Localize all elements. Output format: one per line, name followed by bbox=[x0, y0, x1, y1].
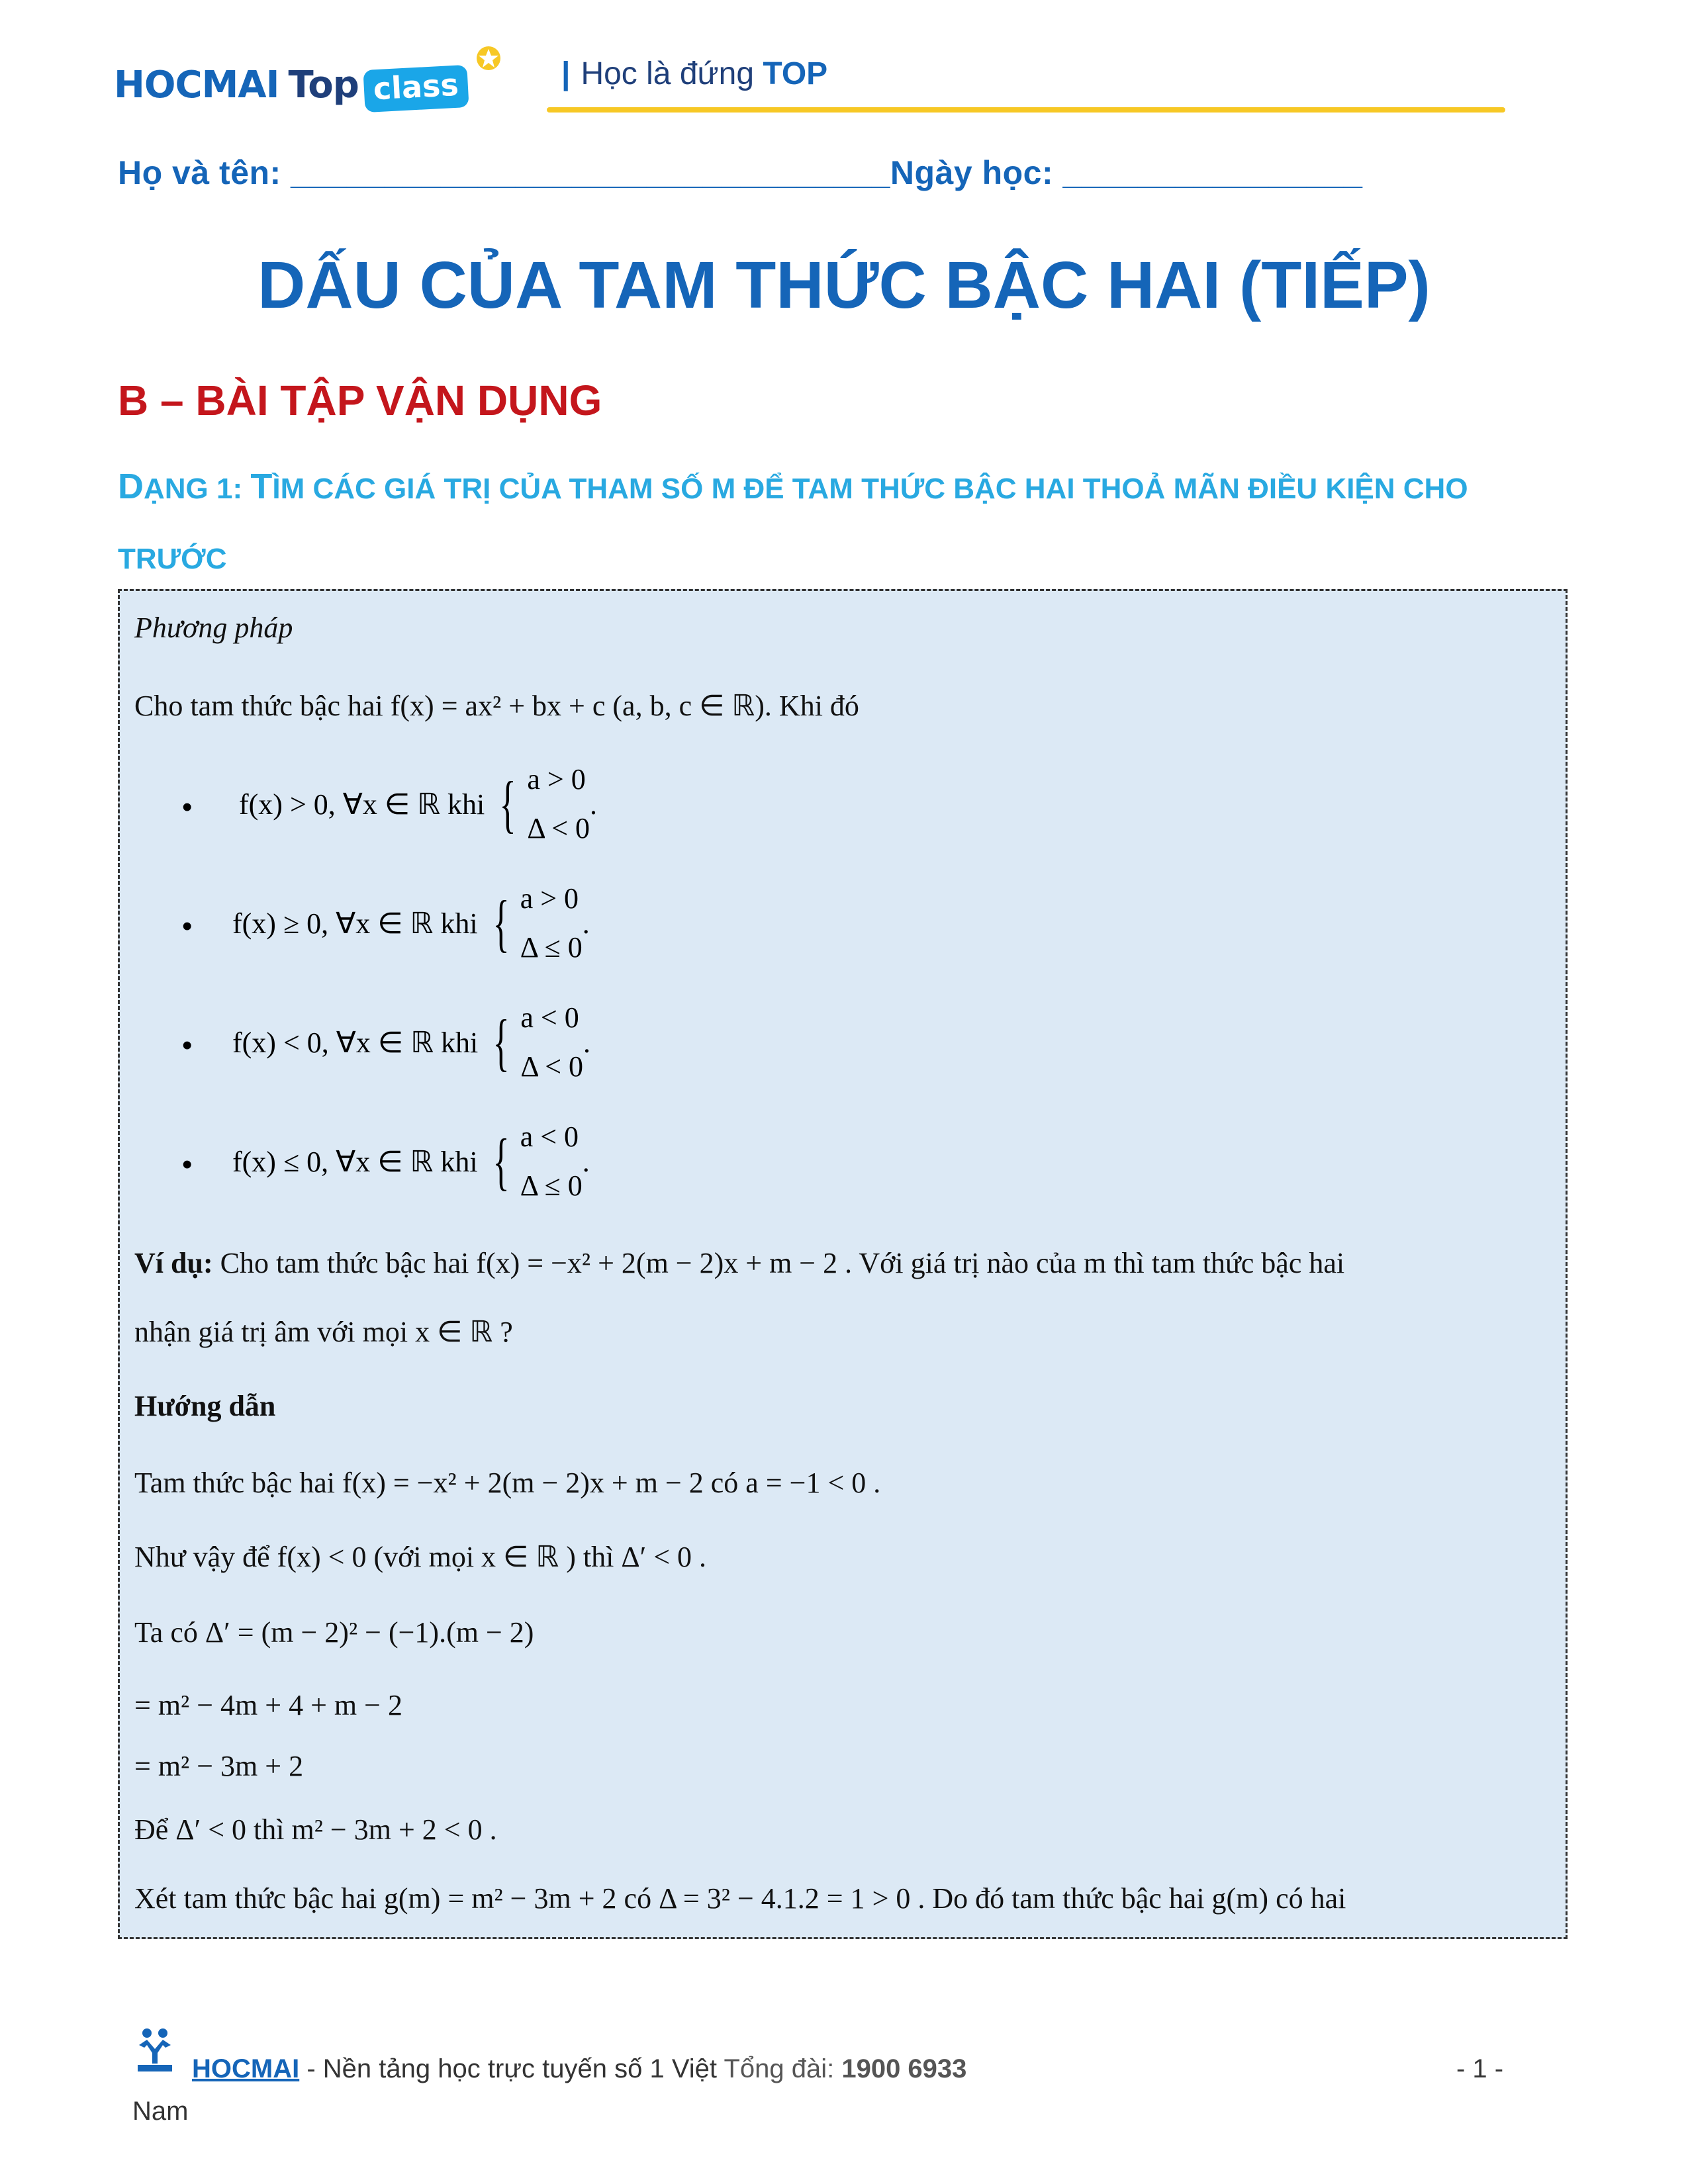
footer-hotline-label: Tổng đài: bbox=[724, 2054, 842, 2083]
condition-3 bbox=[232, 993, 590, 1091]
condition-2 bbox=[232, 874, 590, 972]
method-intro: Cho tam thức bậc hai f(x) = ax² + bx + c (a, b, c ∈ ℝ). Khi đó bbox=[134, 690, 859, 722]
hocmai-footer-icon bbox=[135, 2026, 175, 2073]
guide-heading: Hướng dẫn bbox=[134, 1390, 276, 1422]
page-title: DẤU CỦA TAM THỨC BẬC HAI (TIẾP) bbox=[258, 248, 1430, 322]
condition-4-end: . bbox=[582, 1145, 590, 1178]
footer-hotline: 1900 6933 bbox=[841, 2054, 967, 2083]
condition-2-top: a > 0 bbox=[520, 882, 579, 915]
dang-initial-2: T bbox=[250, 467, 273, 506]
condition-2-end: . bbox=[582, 907, 590, 940]
condition-1-top: a > 0 bbox=[527, 763, 586, 796]
tagline-top: TOP bbox=[763, 56, 828, 91]
condition-4 bbox=[232, 1113, 590, 1210]
example-line-2: nhận giá trị âm với mọi x ∈ ℝ ? bbox=[134, 1316, 513, 1348]
example-label: Ví dụ: bbox=[134, 1247, 213, 1279]
hocmai-topclass-logo bbox=[114, 58, 468, 111]
page-number: - 1 - bbox=[1456, 2054, 1504, 2083]
logo-hocmai-text: HOCMAI bbox=[114, 63, 279, 107]
method-box bbox=[118, 589, 1568, 1939]
brace-icon: { bbox=[492, 1007, 510, 1077]
solution-line: Xét tam thức bậc hai g(m) = m² − 3m + 2 có Δ = 3² − 4.1.2 = 1 > 0 . Do đó tam thức bậc hai g(m) có hai bbox=[134, 1882, 1346, 1915]
condition-3-end: . bbox=[583, 1026, 591, 1059]
tagline-separator: | bbox=[561, 56, 571, 91]
solution-line: = m² − 4m + 4 + m − 2 bbox=[134, 1689, 402, 1721]
bullet-dot: • bbox=[182, 1148, 193, 1181]
condition-4-lhs: f(x) ≤ 0, ∀x ∈ ℝ khi bbox=[232, 1145, 478, 1178]
condition-1-bottom: Δ < 0 bbox=[527, 812, 590, 844]
logo-class-badge: class bbox=[363, 65, 469, 113]
condition-2-bottom: Δ ≤ 0 bbox=[520, 931, 583, 964]
footer-continuation: Nam bbox=[132, 2097, 189, 2126]
condition-3-lhs: f(x) < 0, ∀x ∈ ℝ khi bbox=[232, 1026, 479, 1059]
condition-3-bottom: Δ < 0 bbox=[520, 1050, 584, 1083]
header-divider bbox=[547, 107, 1505, 113]
example-line-1 bbox=[134, 1246, 1344, 1280]
dang-text-2: ÌM CÁC GIÁ TRỊ CỦA THAM SỐ M ĐỂ TAM THỨC BẬC HAI THOẢ MÃN ĐIỀU KIỆN CHO TRƯỚC bbox=[118, 473, 1468, 575]
section-heading: B – BÀI TẬP VẬN DỤNG bbox=[118, 377, 602, 424]
solution-line: Tam thức bậc hai f(x) = −x² + 2(m − 2)x + m − 2 có a = −1 < 0 . bbox=[134, 1467, 881, 1499]
solution-line: = m² − 3m + 2 bbox=[134, 1750, 304, 1782]
condition-1-end: . bbox=[590, 788, 598, 821]
condition-4-top: a < 0 bbox=[520, 1120, 579, 1153]
condition-3-top: a < 0 bbox=[520, 1001, 579, 1034]
footer-text bbox=[192, 2054, 966, 2084]
condition-2-lhs: f(x) ≥ 0, ∀x ∈ ℝ khi bbox=[232, 907, 478, 940]
dang-text-1: ẠNG 1: bbox=[144, 473, 251, 505]
solution-line: Để Δ′ < 0 thì m² − 3m + 2 < 0 . bbox=[134, 1813, 497, 1846]
logo-top-text: Top bbox=[288, 63, 359, 107]
star-icon bbox=[474, 44, 503, 73]
student-info-line: Họ và tên: ________________________________Ngày học: ________________ bbox=[118, 154, 1363, 191]
tagline bbox=[561, 56, 827, 92]
condition-4-bottom: Δ ≤ 0 bbox=[520, 1169, 583, 1202]
example-text-1: Cho tam thức bậc hai f(x) = −x² + 2(m − 2)x + m − 2 . Với giá trị nào của m thì tam thức bậc hai bbox=[212, 1247, 1345, 1279]
brace-icon: { bbox=[492, 887, 510, 958]
brace-icon: { bbox=[492, 1126, 510, 1197]
dang-heading bbox=[118, 451, 1574, 594]
dang-initial-1: D bbox=[118, 467, 144, 506]
bullet-dot: • bbox=[182, 910, 193, 942]
bullet-dot: • bbox=[182, 791, 193, 823]
brace-icon: { bbox=[499, 768, 516, 839]
solution-line: Ta có Δ′ = (m − 2)² − (−1).(m − 2) bbox=[134, 1616, 534, 1649]
method-heading: Phương pháp bbox=[134, 612, 293, 644]
footer-brand-link[interactable]: HOCMAI bbox=[192, 2054, 300, 2083]
tagline-text: Học là đứng bbox=[581, 56, 755, 91]
footer-tagline: - Nền tảng học trực tuyến số 1 Việt bbox=[299, 2054, 724, 2083]
solution-line: Như vậy để f(x) < 0 (với mọi x ∈ ℝ ) thì Δ′ < 0 . bbox=[134, 1541, 707, 1573]
condition-1-lhs: f(x) > 0, ∀x ∈ ℝ khi bbox=[239, 788, 485, 821]
bullet-dot: • bbox=[182, 1029, 193, 1062]
condition-1 bbox=[239, 755, 597, 853]
